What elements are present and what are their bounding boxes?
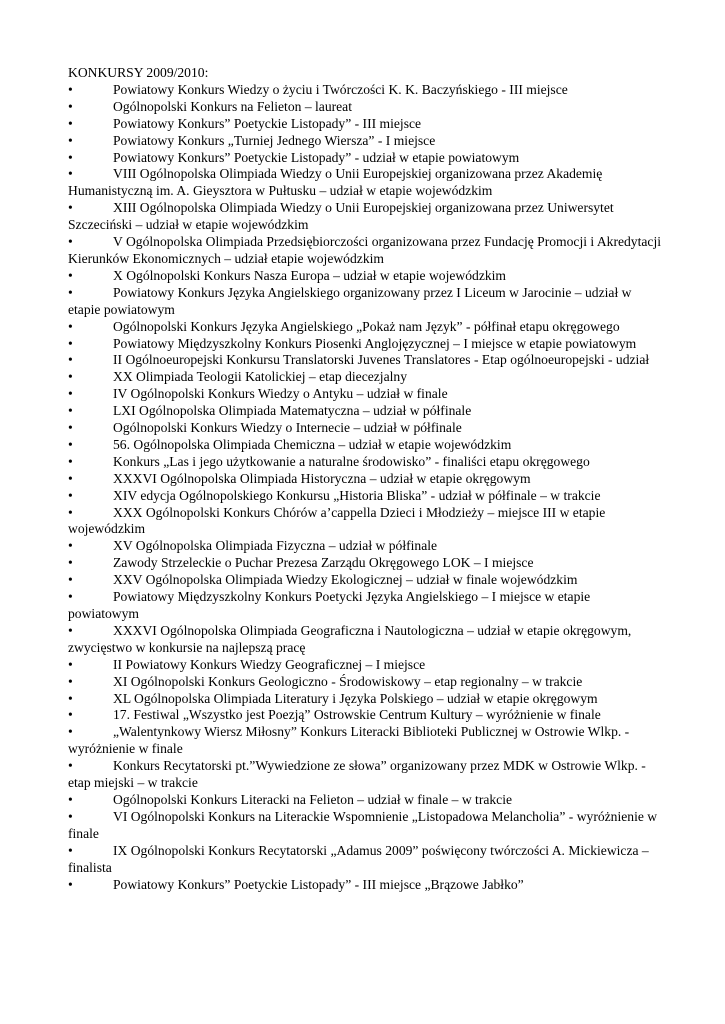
document-heading: KONKURSY 2009/2010:: [68, 65, 209, 80]
list-item-text: Powiatowy Konkurs „Turniej Jednego Wiersza” - I miejsce: [113, 132, 436, 148]
list-item-text: XXV Ogólnopolska Olimpiada Wiedzy Ekologicznej – udział w finale wojewódzkim: [113, 572, 578, 588]
list-item-text: Ogólnopolski Konkurs na Felieton – laureat: [113, 98, 352, 114]
bullet-icon: •: [68, 200, 73, 216]
list-item: [68, 116, 663, 133]
list-item-text: Powiatowy Konkurs” Poetyckie Listopady” - udział w etapie powiatowym: [113, 149, 520, 165]
list-item: [68, 403, 663, 420]
list-item: [68, 877, 663, 894]
list-item: [68, 285, 663, 319]
bullet-icon: •: [68, 470, 73, 486]
list-item-text: IV Ogólnopolski Konkurs Wiedzy o Antyku – udział w finale: [113, 386, 448, 402]
list-item-text: XXX Ogólnopolski Konkurs Chórów a’cappella Dzieci i Młodzieży – miejsce III w etapie wojewódzkim: [68, 504, 606, 537]
list-item-text: „Walentynkowy Wiersz Miłosny” Konkurs Literacki Biblioteki Publicznej w Ostrowie Wlkp. - wyróżnienie w finale: [68, 724, 630, 757]
list-item: [68, 623, 663, 657]
bullet-icon: •: [68, 132, 73, 148]
bullet-icon: •: [68, 724, 73, 740]
bullet-icon: •: [68, 149, 73, 165]
list-item: [68, 488, 663, 505]
bullet-icon: •: [68, 420, 73, 436]
list-item: [68, 707, 663, 724]
bullet-icon: •: [68, 589, 73, 605]
bullet-icon: •: [68, 538, 73, 554]
list-item-text: Ogólnopolski Konkurs Wiedzy o Internecie – udział w półfinale: [113, 420, 462, 436]
list-item-text: Powiatowy Konkurs Wiedzy o życiu i Twórczości K. K. Baczyńskiego - III miejsce: [113, 81, 568, 97]
list-item-text: Konkurs „Las i jego użytkowanie a naturalne środowisko” - finaliści etapu okręgowego: [113, 453, 590, 469]
list-item: [68, 589, 663, 623]
bullet-icon: •: [68, 81, 73, 97]
list-item-text: 56. Ogólnopolska Olimpiada Chemiczna – udział w etapie wojewódzkim: [113, 436, 512, 452]
list-item-text: XXXVI Ogólnopolska Olimpiada Historyczna – udział w etapie okręgowym: [113, 470, 531, 486]
list-item: [68, 82, 663, 99]
list-item: [68, 471, 663, 488]
bullet-icon: •: [68, 98, 73, 114]
list-item-text: XL Ogólnopolska Olimpiada Literatury i Języka Polskiego – udział w etapie okręgowym: [113, 690, 598, 706]
bullet-icon: •: [68, 791, 73, 807]
list-item-text: Ogólnopolski Konkurs Języka Angielskiego „Pokaż nam Język” - półfinał etapu okręgowego: [113, 318, 620, 334]
list-item: [68, 724, 663, 758]
list-item-text: XI Ogólnopolski Konkurs Geologiczno - Środowiskowy – etap regionalny – w trakcie: [113, 673, 583, 689]
document-page: [68, 65, 663, 893]
bullet-icon: •: [68, 808, 73, 824]
bullet-icon: •: [68, 352, 73, 368]
contest-list: [68, 82, 663, 894]
list-item-text: Powiatowy Konkurs Języka Angielskiego organizowany przez I Liceum w Jarocinie – udział w etapie powiatowym: [68, 284, 632, 317]
bullet-icon: •: [68, 673, 73, 689]
list-item-text: VI Ogólnopolski Konkurs na Literackie Wspomnienie „Listopadowa Melancholia” - wyróżnienie w finale: [68, 808, 658, 841]
bullet-icon: •: [68, 622, 73, 638]
bullet-icon: •: [68, 842, 73, 858]
bullet-icon: •: [68, 690, 73, 706]
list-item: [68, 454, 663, 471]
list-item-text: Powiatowy Konkurs” Poetyckie Listopady” - III miejsce „Brązowe Jabłko”: [113, 876, 524, 892]
list-item: [68, 555, 663, 572]
list-item: [68, 234, 663, 268]
list-item-text: VIII Ogólnopolska Olimpiada Wiedzy o Unii Europejskiej organizowana przez Akademię Humanistyczną im. A. Gieysztora w Pułtusku – udział w etapie wojewódzkim: [68, 166, 603, 199]
bullet-icon: •: [68, 234, 73, 250]
bullet-icon: •: [68, 707, 73, 723]
list-item-text: XXXVI Ogólnopolska Olimpiada Geograficzna i Nautologiczna – udział w etapie okręgowym, zwycięstwo w konkursie na najlepszą pracę: [68, 622, 632, 655]
list-item-text: Powiatowy Międzyszkolny Konkurs Poetycki Języka Angielskiego – I miejsce w etapie powiatowym: [68, 589, 591, 621]
bullet-icon: •: [68, 453, 73, 469]
list-item-text: IX Ogólnopolski Konkurs Recytatorski „Adamus 2009” poświęcony twórczości A. Mickiewicza – finalista: [68, 842, 649, 875]
list-item: [68, 505, 663, 539]
list-item-text: XV Ogólnopolska Olimpiada Fizyczna – udział w półfinale: [113, 538, 438, 554]
list-item-text: LXI Ogólnopolska Olimpiada Matematyczna – udział w półfinale: [113, 403, 472, 419]
list-item: [68, 437, 663, 454]
list-item: [68, 792, 663, 809]
list-item-text: Powiatowy Konkurs” Poetyckie Listopady” - III miejsce: [113, 115, 422, 131]
list-item: [68, 336, 663, 353]
list-item-text: II Ogólnoeuropejski Konkursu Translatorski Juvenes Translatores - Etap ogólnoeuropejski - udział: [113, 352, 650, 368]
bullet-icon: •: [68, 436, 73, 452]
list-item-text: XIV edycja Ogólnopolskiego Konkursu „Historia Bliska” - udział w półfinale – w trakcie: [113, 487, 601, 503]
list-item: [68, 166, 663, 200]
bullet-icon: •: [68, 386, 73, 402]
list-item-text: Zawody Strzeleckie o Puchar Prezesa Zarządu Okręgowego LOK – I miejsce: [113, 555, 534, 571]
bullet-icon: •: [68, 487, 73, 503]
list-item: [68, 386, 663, 403]
list-item-text: Ogólnopolski Konkurs Literacki na Felieton – udział w finale – w trakcie: [113, 791, 513, 807]
list-item: [68, 657, 663, 674]
list-item-text: XIII Ogólnopolska Olimpiada Wiedzy o Unii Europejskiej organizowana przez Uniwersytet Szczeciński – udział w etapie wojewódzkim: [68, 200, 614, 233]
bullet-icon: •: [68, 656, 73, 672]
list-item-text: V Ogólnopolska Olimpiada Przedsiębiorczości organizowana przez Fundację Promocji i Akredytacji Kierunków Ekonomicznych – udział etapie wojewódzkim: [68, 234, 662, 266]
list-item: [68, 758, 663, 792]
list-item: [68, 420, 663, 437]
list-item: [68, 268, 663, 285]
bullet-icon: •: [68, 876, 73, 892]
list-item: [68, 538, 663, 555]
list-item-text: Konkurs Recytatorski pt.”Wywiedzione ze słowa” organizowany przez MDK w Ostrowie Wlkp. - etap miejski – w trakcie: [68, 758, 646, 791]
list-item: [68, 133, 663, 150]
list-item: [68, 674, 663, 691]
bullet-icon: •: [68, 504, 73, 520]
list-item-text: 17. Festiwal „Wszystko jest Poezją” Ostrowskie Centrum Kultury – wyróżnienie w finale: [113, 707, 601, 723]
bullet-icon: •: [68, 572, 73, 588]
list-item: [68, 809, 663, 843]
list-item: [68, 843, 663, 877]
bullet-icon: •: [68, 115, 73, 131]
list-item: [68, 352, 663, 369]
bullet-icon: •: [68, 318, 73, 334]
list-item-text: XX Olimpiada Teologii Katolickiej – etap diecezjalny: [113, 369, 407, 385]
bullet-icon: •: [68, 555, 73, 571]
list-item: [68, 99, 663, 116]
list-item: [68, 691, 663, 708]
list-item: [68, 319, 663, 336]
list-item-text: II Powiatowy Konkurs Wiedzy Geograficznej – I miejsce: [113, 656, 426, 672]
list-item-text: X Ogólnopolski Konkurs Nasza Europa – udział w etapie wojewódzkim: [113, 267, 506, 283]
list-item-text: Powiatowy Międzyszkolny Konkurs Piosenki Anglojęzycznej – I miejsce w etapie powiatowym: [113, 335, 637, 351]
bullet-icon: •: [68, 267, 73, 283]
bullet-icon: •: [68, 758, 73, 774]
list-item: [68, 369, 663, 386]
bullet-icon: •: [68, 403, 73, 419]
bullet-icon: •: [68, 284, 73, 300]
bullet-icon: •: [68, 166, 73, 182]
bullet-icon: •: [68, 369, 73, 385]
list-item: [68, 200, 663, 234]
bullet-icon: •: [68, 335, 73, 351]
list-item: [68, 572, 663, 589]
list-item: [68, 150, 663, 167]
